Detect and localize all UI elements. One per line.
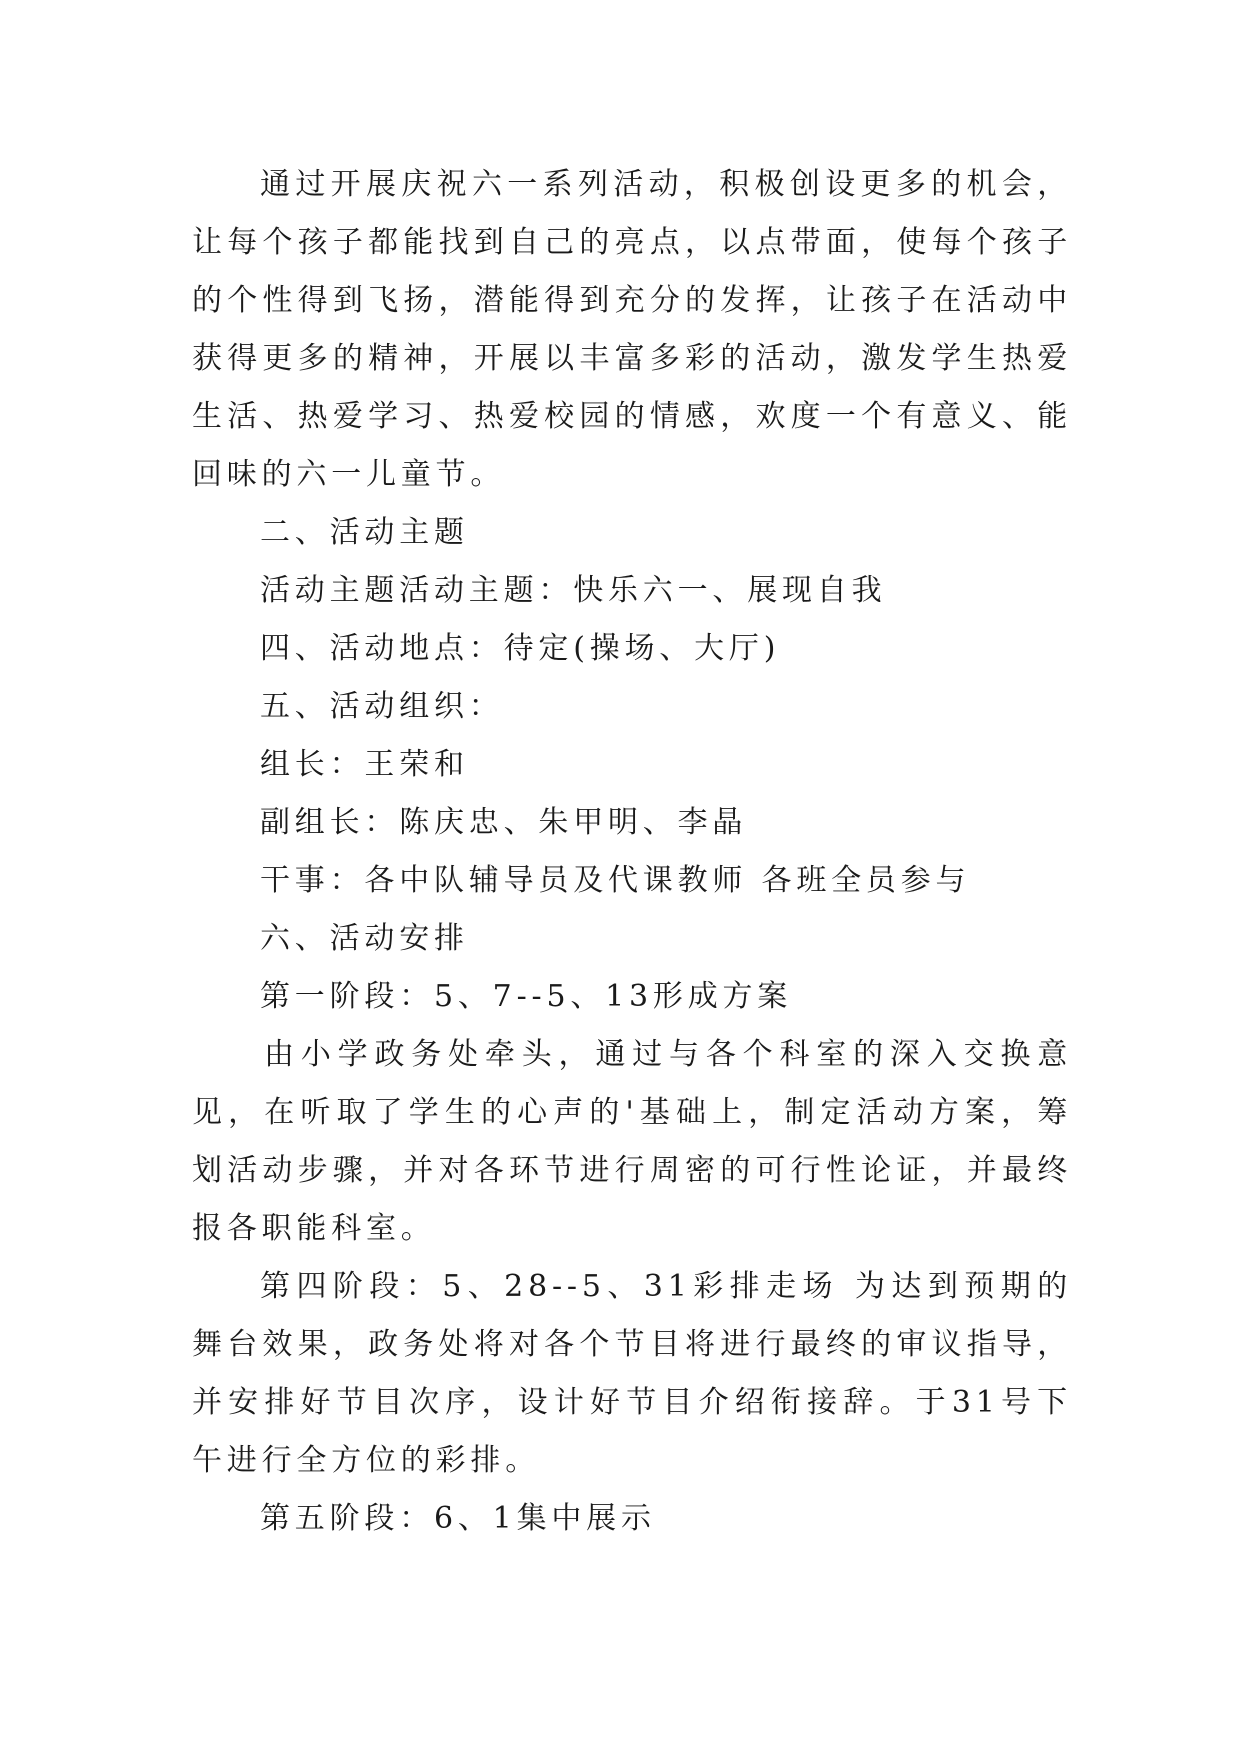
paragraph-stage-one-detail: 由小学政务处牵头，通过与各个科室的深入交换意见，在听取了学生的心声的'基础上，制定活动方案，筹划活动步骤，并对各环节进行周密的可行性论证，并最终报各职能科室。 [192,1037,1072,1246]
heading-activity-schedule: 六、活动安排 [260,921,469,956]
paragraph-deputy-leaders: 副组长：陈庆忠、朱甲明、李晶 [260,805,748,840]
paragraph-stage-four: 第四阶段：5、28--5、31彩排走场 为达到预期的舞台效果，政务处将对各个节目将进行最终的审议指导，并安排好节目次序，设计好节目介绍衔接辞。于31号下午进行全方位的彩排。 [192,1269,1072,1478]
paragraph-intro: 通过开展庆祝六一系列活动，积极创设更多的机会，让每个孩子都能找到自己的亮点，以点带面，使每个孩子的个性得到飞扬，潜能得到充分的发挥，让孩子在活动中获得更多的精神，开展以丰富多彩的活动，激发学生热爱生活、热爱学习、热爱校园的情感，欢度一个有意义、能回味的六一儿童节。 [192,167,1072,492]
paragraph-team-leader: 组长：王荣和 [260,747,469,782]
heading-activity-theme: 二、活动主题 [260,515,469,550]
paragraph-stage-one: 第一阶段：5、7--5、13形成方案 [260,979,793,1014]
paragraph-stage-five: 第五阶段：6、1集中展示 [260,1501,656,1536]
document-body [192,156,1072,1548]
paragraph-staff: 干事：各中队辅导员及代课教师 各班全员参与 [260,863,971,898]
paragraph-activity-theme: 活动主题活动主题：快乐六一、展现自我 [260,573,887,608]
heading-activity-organization: 五、活动组织： [260,689,504,724]
heading-activity-location: 四、活动地点：待定(操场、大厅) [260,631,781,666]
